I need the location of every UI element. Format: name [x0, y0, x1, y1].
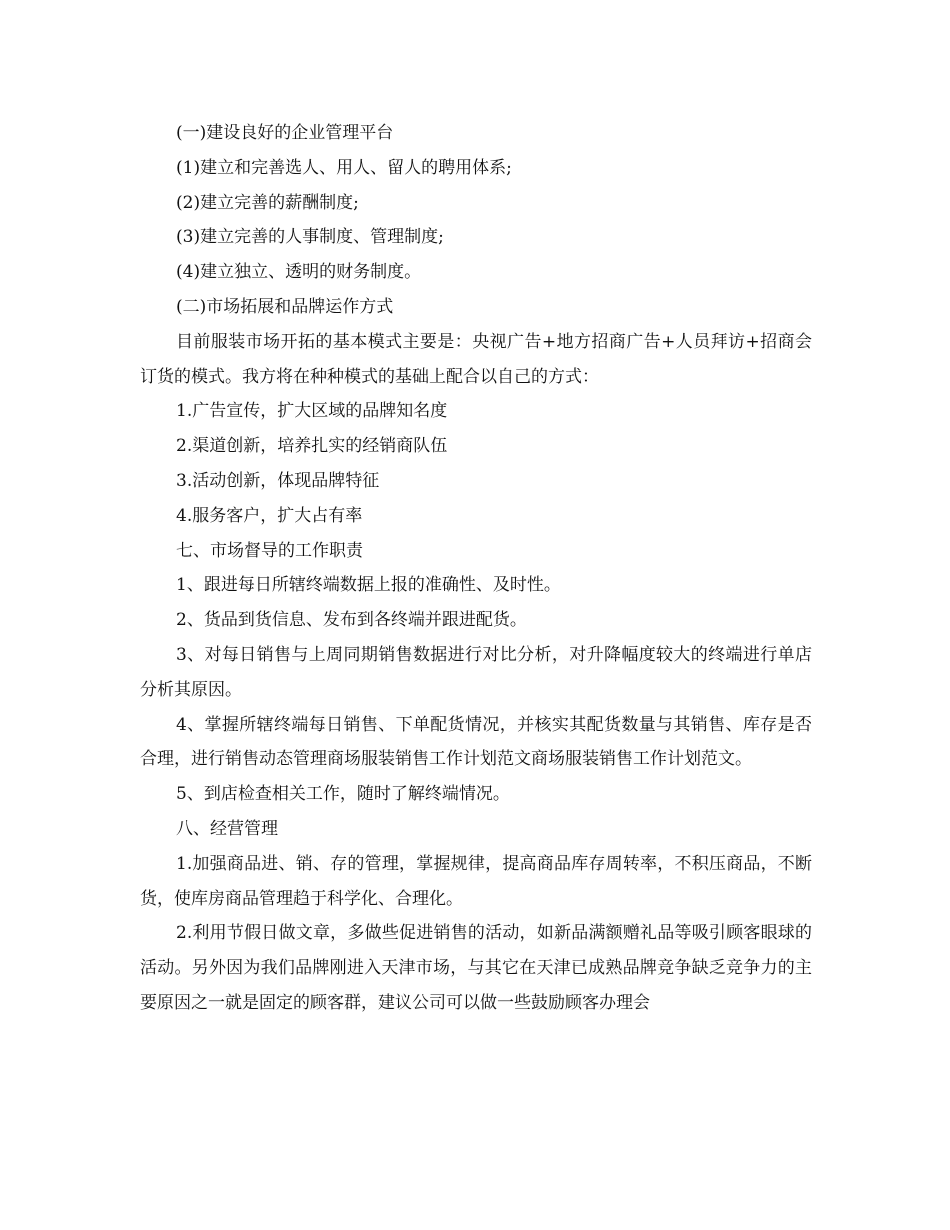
list-item: 5、到店检查相关工作，随时了解终端情况。: [176, 784, 510, 805]
list-item: (2)建立完善的薪酬制度;: [176, 192, 359, 213]
list-item: 2.利用节假日做文章，多做些促进销售的活动，如新品满额赠礼品等吸引顾客眼球的活动。另外因为我们品牌刚进入天津市场，与其它在天津已成熟品牌竞争缺乏竞争力的主要原因之一就是固定的顾客群，建议公司可以做一些鼓励顾客办理会: [140, 923, 812, 1013]
heading-management-platform: (一)建设良好的企业管理平台: [176, 123, 394, 143]
list-item: (4)建立独立、透明的财务制度。: [176, 262, 422, 283]
document-body: [140, 116, 812, 1021]
list-item: 2.渠道创新，培养扎实的经销商队伍: [176, 436, 448, 457]
list-item: (3)建立完善的人事制度、管理制度;: [176, 227, 444, 248]
list-item: 3.活动创新，体现品牌特征: [176, 470, 380, 491]
list-item: 1.广告宣传，扩大区域的品牌知名度: [176, 401, 448, 422]
list-item: 4、掌握所辖终端每日销售、下单配货情况，并核实其配货数量与其销售、库存是否合理，进行销售动态管理商场服装销售工作计划范文商场服装销售工作计划范文。: [140, 714, 812, 770]
heading-supervisor-duties: 七、市场督导的工作职责: [176, 540, 363, 561]
list-item: 4.服务客户，扩大占有率: [176, 505, 363, 526]
heading-operations-management: 八、经营管理: [176, 818, 278, 839]
list-item: 3、对每日销售与上周同期销售数据进行对比分析，对升降幅度较大的终端进行单店分析其原因。: [140, 644, 812, 700]
list-item: (1)建立和完善选人、用人、留人的聘用体系;: [176, 157, 512, 178]
paragraph: 目前服装市场开拓的基本模式主要是：央视广告+地方招商广告+人员拜访+招商会订货的模式。我方将在种种模式的基础上配合以自己的方式：: [140, 331, 812, 387]
list-item: 1、跟进每日所辖终端数据上报的准确性、及时性。: [176, 575, 561, 596]
heading-market-expansion: (二)市场拓展和品牌运作方式: [176, 296, 394, 317]
list-item: 1.加强商品进、销、存的管理，掌握规律，提高商品库存周转率，不积压商品，不断货，使库房商品管理趋于科学化、合理化。: [140, 853, 812, 909]
list-item: 2、货品到货信息、发布到各终端并跟进配货。: [176, 610, 527, 631]
